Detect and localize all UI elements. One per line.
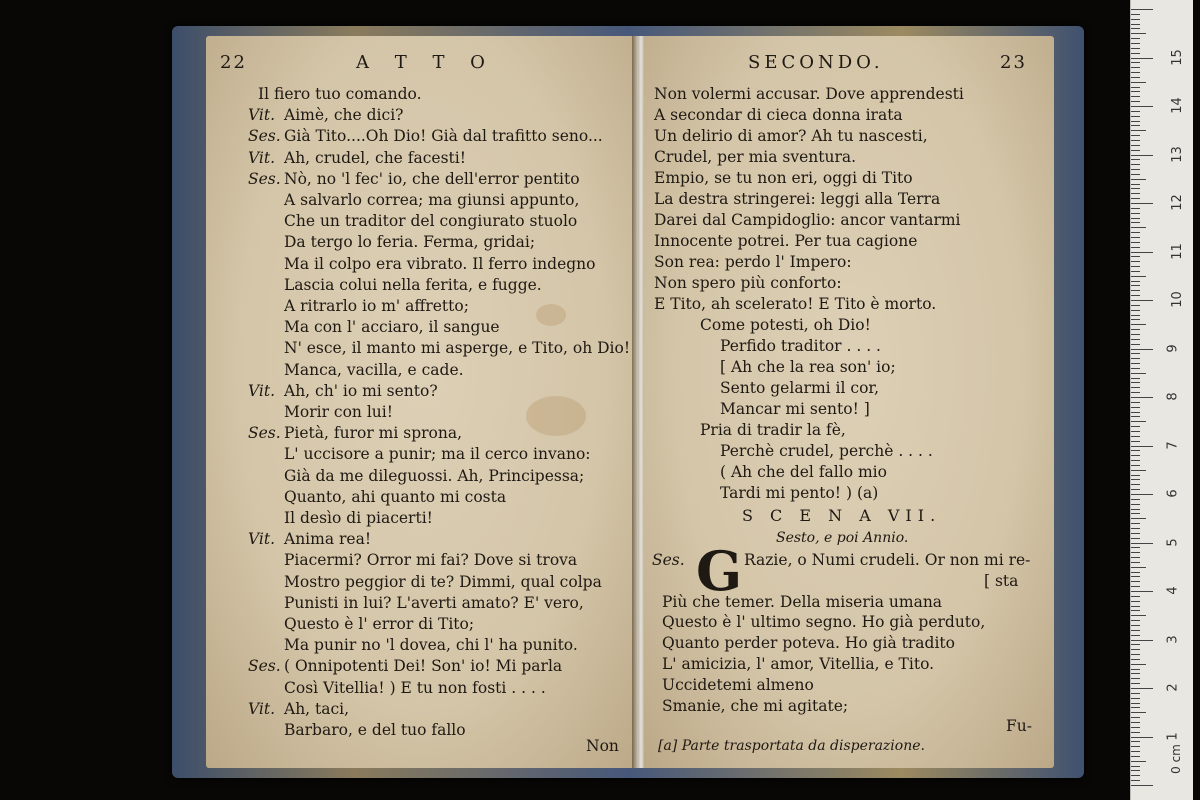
- ruler-tick: [1131, 659, 1140, 660]
- ruler-tick: [1131, 387, 1140, 388]
- speaker-label: Ses.: [248, 127, 281, 146]
- text-line: Già Tito....Oh Dio! Già dal trafitto seno...: [284, 127, 603, 146]
- ruler-label: 12: [1169, 194, 1185, 211]
- ruler-tick: [1131, 533, 1140, 534]
- ruler-tick: [1131, 513, 1140, 514]
- ruler-tick: [1131, 591, 1153, 592]
- text-line: A salvarlo correa; ma giunsi appunto,: [284, 191, 580, 209]
- ruler-tick: [1131, 28, 1140, 29]
- ruler-tick: [1131, 188, 1140, 189]
- ruler-label: 7: [1165, 440, 1181, 450]
- speaker-label: Ses.: [248, 424, 281, 443]
- ruler-tick: [1131, 494, 1153, 495]
- ruler-tick: [1131, 698, 1140, 699]
- ruler-tick: [1131, 145, 1140, 146]
- speaker-label: Vit.: [248, 106, 276, 125]
- ruler-tick: [1131, 761, 1146, 762]
- ruler-tick: [1131, 101, 1140, 102]
- ruler-tick: [1131, 746, 1140, 747]
- text-line: Barbaro, e del tuo fallo: [284, 721, 466, 739]
- ruler-tick: [1131, 402, 1140, 403]
- ruler-tick: [1131, 489, 1140, 490]
- text-line: [ Ah che la rea son' io;: [720, 358, 896, 376]
- ruler-tick: [1131, 339, 1140, 340]
- ruler-tick: [1131, 111, 1140, 112]
- text-line: Pria di tradir la fè,: [700, 421, 846, 439]
- text-line: Da tergo lo feria. Ferma, gridai;: [284, 233, 536, 252]
- measurement-ruler: [1130, 0, 1193, 800]
- ruler-tick: [1131, 630, 1140, 631]
- ruler-label: 10: [1169, 291, 1185, 308]
- stain: [526, 396, 586, 436]
- ruler-tick: [1131, 421, 1146, 422]
- text-line: Darei dal Campidoglio: ancor vantarmi: [654, 211, 961, 229]
- text-line: ( Onnipotenti Dei! Son' io! Mi parla: [284, 657, 563, 676]
- text-line: A secondar di cieca donna irata: [654, 106, 903, 124]
- speaker-label: Vit.: [248, 148, 276, 167]
- drop-cap: G: [696, 539, 743, 603]
- ruler-tick: [1131, 58, 1153, 59]
- ruler-tick: [1131, 155, 1153, 156]
- ruler-tick: [1131, 596, 1140, 597]
- ruler-label: 8: [1165, 392, 1181, 401]
- text-line: Quanto perder poteva. Ho già tradito: [662, 634, 955, 653]
- ruler-tick: [1131, 436, 1140, 437]
- stain: [536, 304, 566, 326]
- text-line: Innocente potrei. Per tua cagione: [654, 232, 918, 250]
- speaker-label: Vit.: [248, 530, 276, 549]
- ruler-tick: [1131, 770, 1140, 771]
- left-running-head: A T T O: [356, 52, 495, 73]
- text-line: Ma punir no 'l dovea, chi l' ha punito.: [284, 636, 578, 655]
- left-page: [206, 36, 638, 768]
- text-line: Razie, o Numi crudeli. Or non mi re-: [744, 551, 1031, 569]
- ruler-tick: [1131, 557, 1140, 558]
- ruler-tick: [1131, 9, 1153, 10]
- ruler-tick: [1131, 174, 1140, 175]
- text-line: Più che temer. Della miseria umana: [662, 592, 943, 611]
- ruler-tick: [1131, 717, 1140, 718]
- text-line: Punisti in lui? L'averti amato? E' vero,: [284, 593, 584, 612]
- ruler-tick: [1131, 625, 1140, 626]
- speaker-label: Ses.: [248, 657, 281, 676]
- ruler-tick: [1131, 576, 1140, 577]
- ruler-tick: [1131, 450, 1140, 451]
- ruler-tick: [1131, 484, 1140, 485]
- text-line: Così Vitellia! ) E tu non fosti . . . .: [284, 678, 546, 697]
- ruler-tick: [1131, 446, 1153, 447]
- ruler-tick: [1131, 518, 1146, 519]
- text-line: Non spero più conforto:: [654, 274, 842, 292]
- ruler-tick: [1131, 538, 1140, 539]
- ruler-tick: [1131, 610, 1140, 611]
- ruler-tick: [1131, 615, 1146, 616]
- ruler-label: 11: [1169, 242, 1185, 260]
- ruler-tick: [1131, 543, 1153, 544]
- ruler-tick: [1131, 741, 1140, 742]
- text-line: Son rea: perdo l' Impero:: [654, 253, 852, 271]
- book: [172, 26, 1084, 778]
- text-line: Come potesti, oh Dio!: [700, 316, 871, 334]
- ruler-tick: [1131, 707, 1140, 708]
- ruler-tick: [1131, 43, 1140, 44]
- ruler-tick: [1131, 751, 1140, 752]
- text-line: La destra stringerei: leggi alla Terra: [654, 190, 941, 208]
- ruler-tick: [1131, 416, 1140, 417]
- ruler-tick: [1131, 649, 1140, 650]
- ruler-tick: [1131, 334, 1140, 335]
- ruler-tick: [1131, 358, 1140, 359]
- ruler-tick: [1131, 572, 1140, 573]
- ruler-label: 13: [1169, 145, 1185, 163]
- ruler-tick: [1131, 412, 1140, 413]
- ruler-tick: [1131, 232, 1140, 233]
- text-line: Morir con lui!: [284, 403, 393, 421]
- ruler-tick: [1131, 407, 1140, 408]
- ruler-tick: [1131, 499, 1140, 500]
- text-line: Ah, ch' io mi sento?: [284, 381, 438, 400]
- left-page-number: 22: [220, 52, 247, 73]
- ruler-tick: [1131, 169, 1140, 170]
- ruler-tick: [1131, 382, 1140, 383]
- ruler-tick: [1131, 509, 1140, 510]
- ruler-tick: [1131, 281, 1140, 282]
- ruler-tick: [1131, 785, 1153, 786]
- ruler-tick: [1131, 552, 1140, 553]
- ruler-tick: [1131, 295, 1140, 296]
- left-catchword: Non: [586, 737, 619, 755]
- ruler-tick: [1131, 91, 1140, 92]
- ruler-tick: [1131, 125, 1140, 126]
- right-catchword: Fu-: [1006, 717, 1032, 735]
- ruler-tick: [1131, 203, 1153, 204]
- text-line: Tardi mi pento! ) (a): [720, 484, 879, 502]
- text-line: Ma con l' acciaro, il sangue: [284, 318, 500, 337]
- text-line: Crudel, per mia sventura.: [654, 148, 857, 166]
- ruler-tick: [1131, 601, 1140, 602]
- ruler-tick: [1131, 479, 1140, 480]
- text-line: Empio, se tu non eri, oggi di Tito: [654, 169, 913, 187]
- right-page: [644, 36, 1054, 768]
- ruler-label: 3: [1165, 634, 1181, 644]
- text-line: Un delirio di amor? Ah tu nascesti,: [654, 127, 928, 145]
- ruler-tick: [1131, 116, 1140, 117]
- ruler-tick: [1131, 703, 1140, 704]
- ruler-tick: [1131, 562, 1140, 563]
- text-line: Questo è l' error di Tito;: [284, 615, 475, 633]
- speaker-label: Vit.: [248, 381, 276, 400]
- ruler-tick: [1131, 392, 1140, 393]
- ruler-tick: [1131, 96, 1140, 97]
- ruler-tick: [1131, 222, 1140, 223]
- ruler-tick: [1131, 722, 1140, 723]
- ruler-tick: [1131, 87, 1140, 88]
- ruler-tick: [1131, 688, 1153, 689]
- right-running-head: SECONDO.: [748, 52, 884, 73]
- ruler-tick: [1131, 184, 1140, 185]
- ruler-tick: [1131, 470, 1146, 471]
- text-line: Nò, no 'l fec' io, che dell'error pentito: [284, 169, 580, 188]
- text-line: L' amicizia, l' amor, Vitellia, e Tito.: [662, 655, 935, 673]
- ruler-tick: [1131, 586, 1140, 587]
- ruler-tick: [1131, 14, 1140, 15]
- ruler-tick: [1131, 397, 1153, 398]
- text-line: Non volermi accusar. Dove apprendesti: [654, 85, 964, 103]
- ruler-tick: [1131, 737, 1153, 738]
- ruler-tick: [1131, 373, 1146, 374]
- ruler-tick: [1131, 193, 1140, 194]
- text-line: Sento gelarmi il cor,: [720, 379, 880, 397]
- ruler-tick: [1131, 72, 1140, 73]
- ruler-tick: [1131, 465, 1140, 466]
- ruler-tick: [1131, 523, 1140, 524]
- text-line: L' uccisore a punir; ma il cerco invano:: [284, 445, 591, 464]
- ruler-tick: [1131, 106, 1153, 107]
- text-line: Ah, crudel, che facesti!: [284, 148, 466, 167]
- text-line: Ah, taci,: [284, 699, 350, 718]
- ruler-tick: [1131, 266, 1140, 267]
- ruler-tick: [1131, 635, 1140, 636]
- ruler-tick: [1131, 227, 1146, 228]
- ruler-tick: [1131, 368, 1140, 369]
- ruler-tick: [1131, 130, 1146, 131]
- ruler-tick: [1131, 654, 1140, 655]
- ruler-tick: [1131, 766, 1140, 767]
- ruler-tick: [1131, 121, 1140, 122]
- ruler-tick: [1131, 164, 1140, 165]
- ruler-tick: [1131, 159, 1140, 160]
- ruler-tick: [1131, 606, 1140, 607]
- ruler-tick: [1131, 455, 1140, 456]
- ruler-tick: [1131, 319, 1140, 320]
- ruler-tick: [1131, 213, 1140, 214]
- ruler-tick: [1131, 640, 1153, 641]
- ruler-label: 2: [1165, 683, 1181, 692]
- ruler-tick: [1131, 218, 1140, 219]
- ruler-tick: [1131, 756, 1140, 757]
- footnote: [a] Parte trasportata da disperazione.: [658, 738, 925, 754]
- text-line: [ sta: [984, 571, 1019, 590]
- ruler-tick: [1131, 431, 1140, 432]
- ruler-tick: [1131, 349, 1153, 350]
- ruler-tick: [1131, 179, 1146, 180]
- ruler-tick: [1131, 693, 1140, 694]
- ruler-tick: [1131, 669, 1140, 670]
- text-line: Il desìo di piacerti!: [284, 509, 433, 527]
- ruler-tick: [1131, 242, 1140, 243]
- text-line: Ma il colpo era vibrato. Il ferro indegno: [284, 254, 596, 273]
- ruler-tick: [1131, 353, 1140, 354]
- ruler-tick: [1131, 300, 1153, 301]
- speaker-label: Ses.: [248, 169, 281, 188]
- ruler-tick: [1131, 504, 1140, 505]
- text-line: N' esce, il manto mi asperge, e Tito, oh Dio!: [284, 339, 631, 358]
- ruler-tick: [1131, 426, 1140, 427]
- ruler-tick: [1131, 19, 1140, 20]
- scene-subtitle: Sesto, e poi Annio.: [776, 530, 909, 546]
- ruler-label: 6: [1165, 489, 1181, 498]
- ruler-tick: [1131, 664, 1146, 665]
- ruler-tick: [1131, 62, 1140, 63]
- text-line: Questo è l' ultimo segno. Ho già perduto,: [662, 613, 986, 632]
- text-line: Anima rea!: [284, 530, 372, 549]
- ruler-label: 5: [1165, 537, 1181, 547]
- ruler-label: 9: [1165, 343, 1181, 353]
- scene-speaker: Ses.: [652, 551, 685, 569]
- ruler-tick: [1131, 24, 1140, 25]
- ruler-tick: [1131, 38, 1140, 39]
- ruler-tick: [1131, 547, 1140, 548]
- ruler-tick: [1131, 683, 1140, 684]
- ruler-tick: [1131, 528, 1140, 529]
- text-line: Perchè crudel, perchè . . . .: [720, 442, 933, 460]
- ruler-tick: [1131, 67, 1140, 68]
- ruler-tick: [1131, 310, 1140, 311]
- ruler-tick: [1131, 150, 1140, 151]
- text-line: E Tito, ah scelerato! E Tito è morto.: [654, 295, 937, 313]
- ruler-tick: [1131, 290, 1140, 291]
- ruler-tick: [1131, 475, 1140, 476]
- text-line: Pietà, furor mi sprona,: [284, 424, 463, 443]
- ruler-unit: 0 cm: [1168, 744, 1183, 774]
- ruler-tick: [1131, 48, 1140, 49]
- ruler-tick: [1131, 727, 1140, 728]
- ruler-label: 15: [1169, 48, 1185, 66]
- text-line: Aimè, che dici?: [284, 106, 404, 125]
- ruler-tick: [1131, 324, 1146, 325]
- ruler-tick: [1131, 256, 1140, 257]
- ruler-tick: [1131, 780, 1140, 781]
- ruler-tick: [1131, 329, 1140, 330]
- ruler-label: 4: [1165, 586, 1181, 595]
- ruler-tick: [1131, 581, 1140, 582]
- ruler-tick: [1131, 247, 1140, 248]
- ruler-tick: [1131, 460, 1140, 461]
- speaker-label: Vit.: [248, 699, 276, 718]
- ruler-tick: [1131, 53, 1140, 54]
- ruler-tick: [1131, 567, 1146, 568]
- ruler-tick: [1131, 77, 1140, 78]
- text-line: Piacermi? Orror mi fai? Dove si trova: [284, 551, 578, 570]
- ruler-tick: [1131, 237, 1140, 238]
- text-line: Manca, vacilla, e cade.: [284, 360, 464, 379]
- text-line: Lascia colui nella ferita, e fugge.: [284, 275, 542, 294]
- ruler-tick: [1131, 315, 1140, 316]
- text-line: Che un traditor del congiurato stuolo: [284, 212, 578, 231]
- ruler-tick: [1131, 208, 1140, 209]
- right-page-number: 23: [1000, 52, 1027, 73]
- ruler-tick: [1131, 678, 1140, 679]
- ruler-label: 1: [1165, 731, 1181, 741]
- ruler-tick: [1131, 378, 1140, 379]
- ruler-tick: [1131, 261, 1140, 262]
- ruler-tick: [1131, 775, 1140, 776]
- text-line: Quanto, ahi quanto mi costa: [284, 487, 507, 506]
- ruler-tick: [1131, 344, 1140, 345]
- scene-heading: S C E N A VII.: [742, 506, 942, 525]
- ruler-tick: [1131, 82, 1146, 83]
- text-line: Mostro peggior di te? Dimmi, qual colpa: [284, 572, 602, 591]
- ruler-tick: [1131, 135, 1140, 136]
- ruler-tick: [1131, 140, 1140, 141]
- ruler-tick: [1131, 285, 1140, 286]
- ruler-tick: [1131, 673, 1140, 674]
- ruler-tick: [1131, 441, 1140, 442]
- text-line: Perfido traditor . . . .: [720, 337, 881, 355]
- text-line: A ritrarlo io m' affretto;: [284, 297, 469, 315]
- ruler-tick: [1131, 271, 1140, 272]
- text-line: Smanie, che mi agitate;: [662, 696, 849, 715]
- text-line: Già da me dileguossi. Ah, Principessa;: [284, 466, 585, 485]
- ruler-tick: [1131, 276, 1146, 277]
- ruler-tick: [1131, 33, 1146, 34]
- text-line: Mancar mi sento! ]: [720, 400, 870, 418]
- ruler-tick: [1131, 644, 1140, 645]
- text-line: Uccidetemi almeno: [662, 675, 814, 694]
- ruler-tick: [1131, 363, 1140, 364]
- ruler-tick: [1131, 198, 1140, 199]
- ruler-tick: [1131, 620, 1140, 621]
- ruler-tick: [1131, 732, 1140, 733]
- ruler-tick: [1131, 252, 1153, 253]
- ruler-tick: [1131, 305, 1140, 306]
- text-line: ( Ah che del fallo mio: [720, 463, 887, 481]
- ruler-tick: [1131, 712, 1146, 713]
- ruler-label: 14: [1169, 97, 1185, 114]
- text-line: Il fiero tuo comando.: [258, 85, 422, 103]
